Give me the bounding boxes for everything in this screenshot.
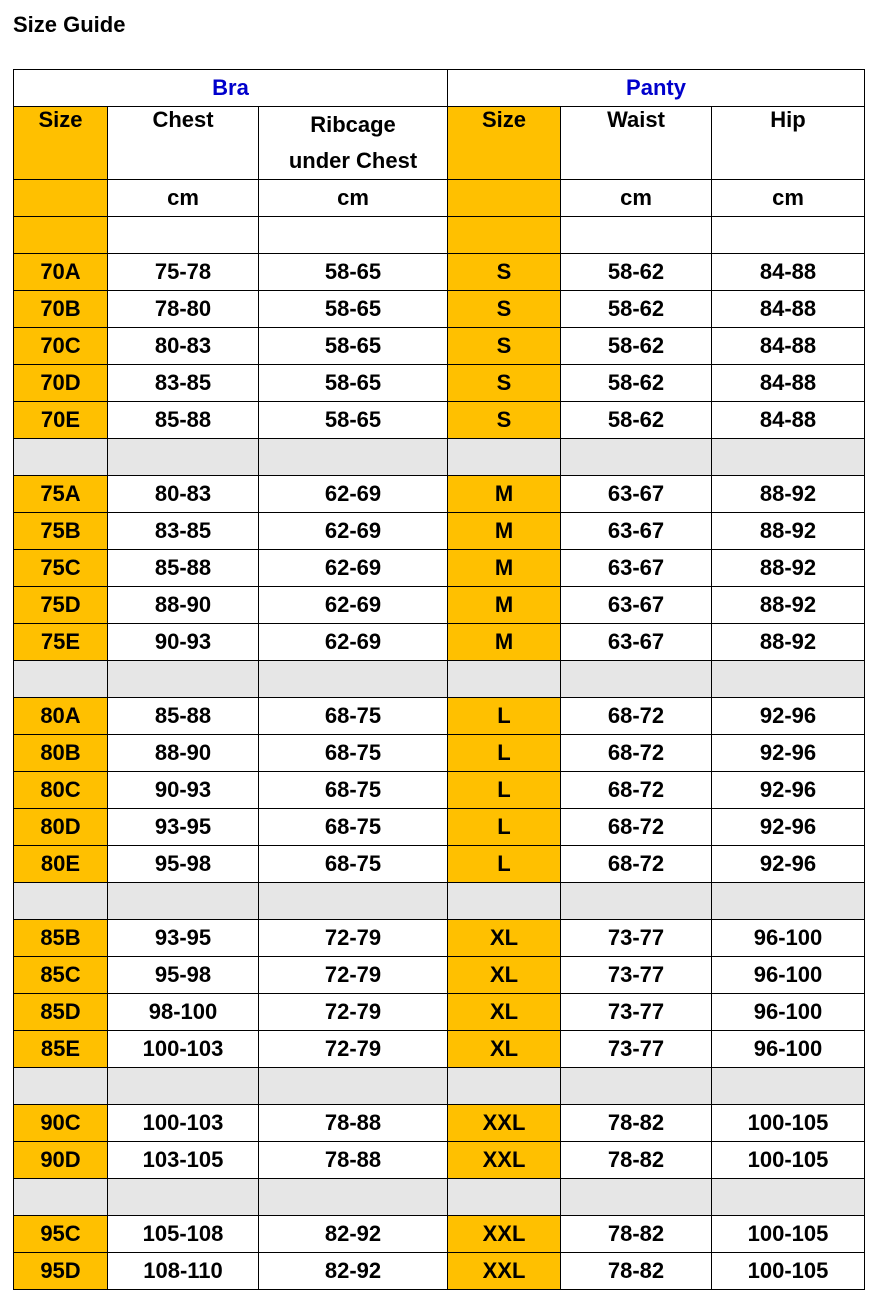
waist-cell: 68-72	[561, 735, 712, 772]
panty-group-header	[448, 70, 865, 107]
hip-cell: 92-96	[712, 846, 865, 883]
waist-cell: 78-82	[561, 1105, 712, 1142]
bra-size-cell: 80B	[14, 735, 108, 772]
bra-size-cell: 85C	[14, 957, 108, 994]
separator-cell	[712, 883, 865, 920]
separator-row	[14, 883, 865, 920]
panty-size-cell: XL	[448, 920, 561, 957]
table-row	[14, 735, 865, 772]
chest-cell: 100-103	[108, 1031, 259, 1068]
table-row	[14, 476, 865, 513]
bra-group-header	[14, 70, 448, 107]
waist-cell: 63-67	[561, 587, 712, 624]
separator-row	[14, 1179, 865, 1216]
hip-cell: 88-92	[712, 624, 865, 661]
table-row	[14, 254, 865, 291]
separator-cell	[108, 883, 259, 920]
ribcage-header-line2: under Chest	[288, 148, 418, 173]
chest-unit: cm	[108, 180, 259, 217]
chest-header: Chest	[108, 107, 259, 180]
hip-cell: 92-96	[712, 735, 865, 772]
table-row	[14, 1216, 865, 1253]
unit-cell-empty	[448, 180, 561, 217]
waist-cell: 68-72	[561, 846, 712, 883]
ribcage-cell: 62-69	[259, 476, 448, 513]
separator-cell	[712, 661, 865, 698]
panty-size-cell: S	[448, 365, 561, 402]
separator-cell	[561, 1068, 712, 1105]
bra-size-cell: 75D	[14, 587, 108, 624]
separator-cell	[448, 439, 561, 476]
ribcage-cell: 62-69	[259, 550, 448, 587]
bra-size-cell: 80D	[14, 809, 108, 846]
separator-cell	[712, 1179, 865, 1216]
table-row	[14, 957, 865, 994]
panty-size-cell: L	[448, 809, 561, 846]
panty-size-header: Size	[448, 107, 561, 180]
bra-size-cell: 75B	[14, 513, 108, 550]
panty-size-cell: M	[448, 513, 561, 550]
panty-size-cell: M	[448, 550, 561, 587]
separator-row	[14, 1068, 865, 1105]
bra-size-cell: 85E	[14, 1031, 108, 1068]
bra-size-cell: 75E	[14, 624, 108, 661]
panty-size-cell: S	[448, 254, 561, 291]
bra-size-cell: 95C	[14, 1216, 108, 1253]
table-row	[14, 291, 865, 328]
panty-size-cell: XXL	[448, 1253, 561, 1290]
table-row	[14, 513, 865, 550]
waist-cell: 63-67	[561, 476, 712, 513]
hip-cell: 100-105	[712, 1105, 865, 1142]
waist-cell: 58-62	[561, 254, 712, 291]
separator-cell	[561, 439, 712, 476]
table-row	[14, 328, 865, 365]
panty-size-cell: XL	[448, 994, 561, 1031]
table-row	[14, 1142, 865, 1179]
ribcage-cell: 68-75	[259, 772, 448, 809]
waist-cell: 73-77	[561, 994, 712, 1031]
panty-size-cell: XXL	[448, 1216, 561, 1253]
bra-group-label: Bra	[212, 75, 249, 100]
separator-row	[14, 217, 865, 254]
panty-size-cell: S	[448, 328, 561, 365]
waist-cell: 68-72	[561, 809, 712, 846]
ribcage-header	[259, 107, 448, 180]
ribcage-cell: 58-65	[259, 328, 448, 365]
separator-cell	[448, 1068, 561, 1105]
chest-cell: 75-78	[108, 254, 259, 291]
hip-cell: 88-92	[712, 476, 865, 513]
panty-size-cell: XXL	[448, 1142, 561, 1179]
table-row	[14, 809, 865, 846]
hip-cell: 96-100	[712, 957, 865, 994]
chest-cell: 90-93	[108, 624, 259, 661]
separator-row	[14, 661, 865, 698]
separator-cell	[108, 439, 259, 476]
bra-size-cell: 85B	[14, 920, 108, 957]
hip-cell: 84-88	[712, 291, 865, 328]
separator-cell	[259, 217, 448, 254]
hip-cell: 84-88	[712, 365, 865, 402]
panty-size-cell: XL	[448, 957, 561, 994]
bra-size-header: Size	[14, 107, 108, 180]
separator-cell	[259, 1068, 448, 1105]
page-title: Size Guide	[13, 12, 126, 37]
chest-cell: 88-90	[108, 587, 259, 624]
separator-cell	[108, 217, 259, 254]
ribcage-header-line1: Ribcage	[310, 112, 396, 137]
table-row	[14, 994, 865, 1031]
table-row	[14, 846, 865, 883]
separator-cell	[561, 883, 712, 920]
chest-cell: 103-105	[108, 1142, 259, 1179]
waist-cell: 63-67	[561, 513, 712, 550]
bra-size-cell: 80A	[14, 698, 108, 735]
separator-cell	[259, 661, 448, 698]
column-header-row	[14, 107, 865, 180]
panty-size-cell: XL	[448, 1031, 561, 1068]
ribcage-cell: 72-79	[259, 920, 448, 957]
separator-cell	[259, 883, 448, 920]
separator-cell	[14, 1179, 108, 1216]
bra-size-cell: 70D	[14, 365, 108, 402]
hip-cell: 92-96	[712, 809, 865, 846]
hip-cell: 84-88	[712, 254, 865, 291]
waist-cell: 73-77	[561, 920, 712, 957]
chest-cell: 105-108	[108, 1216, 259, 1253]
chest-cell: 85-88	[108, 550, 259, 587]
hip-cell: 84-88	[712, 328, 865, 365]
separator-cell	[108, 1068, 259, 1105]
ribcage-unit: cm	[259, 180, 448, 217]
unit-row	[14, 180, 865, 217]
panty-size-cell: XXL	[448, 1105, 561, 1142]
separator-cell	[448, 661, 561, 698]
chest-cell: 93-95	[108, 809, 259, 846]
hip-cell: 96-100	[712, 994, 865, 1031]
panty-size-cell: L	[448, 735, 561, 772]
table-row	[14, 587, 865, 624]
bra-size-cell: 80C	[14, 772, 108, 809]
separator-cell	[259, 1179, 448, 1216]
separator-cell	[448, 217, 561, 254]
panty-size-cell: S	[448, 291, 561, 328]
bra-size-cell: 85D	[14, 994, 108, 1031]
hip-cell: 96-100	[712, 1031, 865, 1068]
ribcage-cell: 58-65	[259, 254, 448, 291]
bra-size-cell: 90C	[14, 1105, 108, 1142]
separator-cell	[108, 1179, 259, 1216]
chest-cell: 95-98	[108, 957, 259, 994]
panty-group-label: Panty	[626, 75, 686, 100]
bra-size-cell: 75C	[14, 550, 108, 587]
separator-cell	[448, 883, 561, 920]
ribcage-cell: 58-65	[259, 365, 448, 402]
waist-cell: 68-72	[561, 772, 712, 809]
table-row	[14, 772, 865, 809]
hip-cell: 100-105	[712, 1216, 865, 1253]
table-row	[14, 920, 865, 957]
waist-cell: 78-82	[561, 1253, 712, 1290]
bra-size-cell: 80E	[14, 846, 108, 883]
chest-cell: 80-83	[108, 328, 259, 365]
hip-cell: 88-92	[712, 587, 865, 624]
unit-cell-empty	[14, 180, 108, 217]
waist-cell: 68-72	[561, 698, 712, 735]
separator-cell	[561, 217, 712, 254]
hip-cell: 100-105	[712, 1142, 865, 1179]
panty-size-cell: L	[448, 846, 561, 883]
bra-size-cell: 75A	[14, 476, 108, 513]
separator-cell	[14, 217, 108, 254]
separator-cell	[259, 439, 448, 476]
bra-size-cell: 70B	[14, 291, 108, 328]
ribcage-cell: 72-79	[259, 994, 448, 1031]
bra-size-cell: 70E	[14, 402, 108, 439]
table-row	[14, 1253, 865, 1290]
ribcage-cell: 68-75	[259, 698, 448, 735]
table-row	[14, 1031, 865, 1068]
hip-cell: 88-92	[712, 513, 865, 550]
table-row	[14, 402, 865, 439]
hip-cell: 96-100	[712, 920, 865, 957]
chest-cell: 83-85	[108, 365, 259, 402]
separator-row	[14, 439, 865, 476]
waist-cell: 58-62	[561, 291, 712, 328]
size-guide-table	[13, 69, 865, 1290]
chest-cell: 95-98	[108, 846, 259, 883]
ribcage-cell: 62-69	[259, 624, 448, 661]
separator-cell	[14, 661, 108, 698]
chest-cell: 98-100	[108, 994, 259, 1031]
ribcage-cell: 82-92	[259, 1216, 448, 1253]
panty-size-cell: M	[448, 587, 561, 624]
ribcage-cell: 58-65	[259, 402, 448, 439]
chest-cell: 80-83	[108, 476, 259, 513]
chest-cell: 100-103	[108, 1105, 259, 1142]
waist-cell: 58-62	[561, 402, 712, 439]
separator-cell	[14, 439, 108, 476]
separator-cell	[108, 661, 259, 698]
separator-cell	[14, 1068, 108, 1105]
table-row	[14, 698, 865, 735]
waist-cell: 58-62	[561, 365, 712, 402]
group-header-row	[14, 70, 865, 107]
panty-size-cell: L	[448, 772, 561, 809]
chest-cell: 88-90	[108, 735, 259, 772]
chest-cell: 78-80	[108, 291, 259, 328]
waist-cell: 73-77	[561, 1031, 712, 1068]
chest-cell: 90-93	[108, 772, 259, 809]
ribcage-cell: 82-92	[259, 1253, 448, 1290]
panty-size-cell: S	[448, 402, 561, 439]
ribcage-cell: 62-69	[259, 587, 448, 624]
table-row	[14, 365, 865, 402]
hip-cell: 100-105	[712, 1253, 865, 1290]
separator-cell	[561, 1179, 712, 1216]
chest-cell: 83-85	[108, 513, 259, 550]
bra-size-cell: 70A	[14, 254, 108, 291]
waist-cell: 63-67	[561, 550, 712, 587]
chest-cell: 85-88	[108, 402, 259, 439]
separator-cell	[712, 217, 865, 254]
chest-cell: 85-88	[108, 698, 259, 735]
ribcage-cell: 68-75	[259, 846, 448, 883]
ribcage-cell: 68-75	[259, 809, 448, 846]
table-row	[14, 1105, 865, 1142]
waist-cell: 78-82	[561, 1216, 712, 1253]
separator-cell	[712, 439, 865, 476]
separator-cell	[14, 883, 108, 920]
hip-cell: 92-96	[712, 772, 865, 809]
ribcage-cell: 72-79	[259, 957, 448, 994]
hip-cell: 88-92	[712, 550, 865, 587]
panty-size-cell: M	[448, 624, 561, 661]
hip-header: Hip	[712, 107, 865, 180]
chest-cell: 93-95	[108, 920, 259, 957]
panty-size-cell: M	[448, 476, 561, 513]
bra-size-cell: 95D	[14, 1253, 108, 1290]
table-row	[14, 550, 865, 587]
ribcage-cell: 72-79	[259, 1031, 448, 1068]
ribcage-cell: 68-75	[259, 735, 448, 772]
hip-cell: 84-88	[712, 402, 865, 439]
ribcage-cell: 78-88	[259, 1142, 448, 1179]
table-row	[14, 624, 865, 661]
bra-size-cell: 70C	[14, 328, 108, 365]
hip-cell: 92-96	[712, 698, 865, 735]
separator-cell	[448, 1179, 561, 1216]
ribcage-cell: 62-69	[259, 513, 448, 550]
waist-cell: 63-67	[561, 624, 712, 661]
waist-unit: cm	[561, 180, 712, 217]
waist-cell: 73-77	[561, 957, 712, 994]
panty-size-cell: L	[448, 698, 561, 735]
separator-cell	[561, 661, 712, 698]
waist-cell: 78-82	[561, 1142, 712, 1179]
ribcage-cell: 58-65	[259, 291, 448, 328]
waist-cell: 58-62	[561, 328, 712, 365]
waist-header: Waist	[561, 107, 712, 180]
separator-cell	[712, 1068, 865, 1105]
ribcage-cell: 78-88	[259, 1105, 448, 1142]
chest-cell: 108-110	[108, 1253, 259, 1290]
hip-unit: cm	[712, 180, 865, 217]
bra-size-cell: 90D	[14, 1142, 108, 1179]
